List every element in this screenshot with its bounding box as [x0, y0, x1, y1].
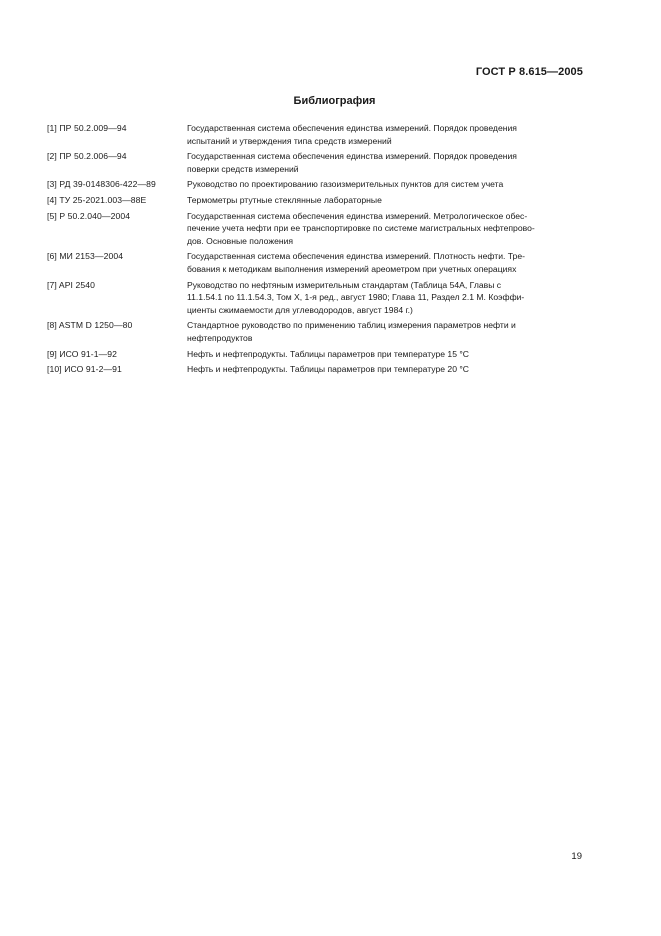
bibliography-entry — [47, 363, 587, 376]
bibliography-ref: [9] ИСО 91-1—92 — [47, 348, 118, 359]
bibliography-entry — [47, 319, 587, 344]
bibliography-text — [187, 363, 587, 376]
bibliography-text — [187, 178, 587, 191]
document-code: ГОСТ Р 8.615—2005 — [475, 66, 583, 78]
bibliography-text — [187, 122, 587, 147]
bibliography-text — [187, 348, 587, 361]
bibliography-ref: [2] ПР 50.2.006—94 — [47, 151, 127, 162]
bibliography-text-line: 11.1.54.1 по 11.1.54.3, Том X, 1-я ред., август 1980; Глава 11, Раздел 2.1 М. Коэффи- — [187, 292, 525, 303]
bibliography-text-line: печение учета нефти при ее транспортировке по системе магистральных нефтепрово- — [187, 223, 535, 234]
bibliography-entry — [47, 279, 587, 317]
bibliography-ref: [6] МИ 2153—2004 — [47, 251, 124, 262]
bibliography-text — [187, 319, 587, 344]
bibliography-text-line: дов. Основные положения — [187, 235, 294, 246]
bibliography-text-line: Руководство по проектированию газоизмерительных пунктов для систем учета — [187, 179, 504, 190]
bibliography-ref: [8] ASTM D 1250—80 — [47, 320, 133, 331]
bibliography-entry — [47, 178, 587, 191]
bibliography-text-line: Нефть и нефтепродукты. Таблицы параметров при температуре 15 °С — [187, 348, 470, 359]
bibliography-text-line: Государственная система обеспечения единства измерений. Порядок проведения — [187, 123, 517, 133]
bibliography-ref: [4] ТУ 25-2021.003—88Е — [47, 194, 147, 205]
bibliography-text-line: Руководство по нефтяным измерительным стандартам (Таблица 54А, Главы с — [187, 279, 502, 290]
bibliography-ref: [7] API 2540 — [47, 279, 96, 290]
bibliography-text-line: Государственная система обеспечения единства измерений. Плотность нефти. Тре- — [187, 251, 525, 262]
bibliography-ref: [1] ПР 50.2.009—94 — [47, 123, 127, 133]
bibliography-entry — [47, 348, 587, 361]
bibliography-text-line: Государственная система обеспечения единства измерений. Метрологическое обес- — [187, 210, 528, 221]
bibliography-text-line: циенты сжимаемости для углеводородов, август 1984 г.) — [187, 304, 413, 315]
bibliography-text — [187, 250, 587, 275]
bibliography-ref: [5] Р 50.2.040—2004 — [47, 210, 131, 221]
bibliography-entry — [47, 210, 587, 248]
bibliography-text — [187, 150, 587, 175]
bibliography-text-line: нефтепродуктов — [187, 332, 253, 343]
bibliography-entry — [47, 194, 587, 207]
bibliography-text-line: бования к методикам выполнения измерений ареометром при учетных операциях — [187, 263, 517, 274]
bibliography-list — [47, 122, 587, 379]
bibliography-text-line: поверки средств измерений — [187, 163, 299, 174]
bibliography-text-line: Нефть и нефтепродукты. Таблицы параметров при температуре 20 °С — [187, 364, 470, 375]
bibliography-text-line: испытаний и утверждения типа средств измерений — [187, 135, 392, 146]
bibliography-entry — [47, 250, 587, 275]
bibliography-title: Библиография — [293, 95, 376, 107]
bibliography-text-line: Термометры ртутные стеклянные лабораторные — [187, 194, 382, 205]
bibliography-text — [187, 194, 587, 207]
page-number: 19 — [571, 851, 582, 862]
bibliography-text — [187, 210, 587, 248]
bibliography-text-line: Государственная система обеспечения единства измерений. Порядок проведения — [187, 151, 517, 162]
bibliography-entry — [47, 122, 587, 147]
bibliography-ref: [10] ИСО 91-2—91 — [47, 364, 122, 375]
bibliography-text-line: Стандартное руководство по применению таблиц измерения параметров нефти и — [187, 320, 516, 331]
bibliography-ref: [3] РД 39-0148306-422—89 — [47, 179, 156, 190]
bibliography-entry — [47, 150, 587, 175]
bibliography-text — [187, 279, 587, 317]
